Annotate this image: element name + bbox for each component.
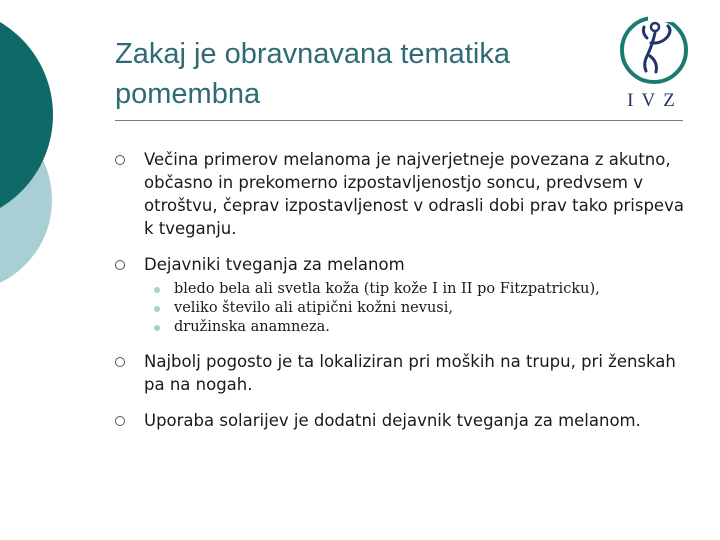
sub-list xyxy=(144,280,695,337)
sub-list-item xyxy=(144,280,695,299)
list-item xyxy=(115,253,695,337)
sub-list-item-text: veliko število ali atipični kožni nevusi, xyxy=(174,300,453,316)
title-divider xyxy=(115,120,683,121)
bullet-list xyxy=(115,148,695,432)
dot-bullet-icon xyxy=(154,287,160,293)
list-item xyxy=(115,409,695,432)
circle-bullet-icon xyxy=(115,260,125,270)
list-item-text: Večina primerov melanoma je najverjetneje povezana z akutno, občasno in prekomerno izpostavljenostjo soncu, predvsem v otroštvu, čeprav izpostavljenost v odrasli dobi prav tako prispeva k tveganju. xyxy=(144,150,684,238)
sub-list-item-text: družinska anamneza. xyxy=(174,319,330,335)
circle-bullet-icon xyxy=(115,155,125,165)
ivz-figure-logo-icon xyxy=(616,8,696,112)
circle-bullet-icon xyxy=(115,416,125,426)
list-item xyxy=(115,350,695,396)
sub-list-item-text: bledo bela ali svetla koža (tip kože I in II po Fitzpatricku), xyxy=(174,281,600,297)
list-item-text: Dejavniki tveganja za melanom xyxy=(144,255,405,274)
decorative-circles xyxy=(0,0,120,300)
ivz-logo xyxy=(616,8,696,112)
list-item xyxy=(115,148,695,240)
sub-list-item xyxy=(144,299,695,318)
dot-bullet-icon xyxy=(154,325,160,331)
page-title: Zakaj je obravnavana tematika pomembna xyxy=(115,38,510,110)
dot-bullet-icon xyxy=(154,306,160,312)
circle-bullet-icon xyxy=(115,357,125,367)
list-item-text: Uporaba solarijev je dodatni dejavnik tveganja za melanom. xyxy=(144,411,641,430)
sub-list-item xyxy=(144,318,695,337)
list-item-text: Najbolj pogosto je ta lokaliziran pri moških na trupu, pri ženskah pa na nogah. xyxy=(144,352,676,394)
logo-text: IVZ xyxy=(627,90,683,111)
